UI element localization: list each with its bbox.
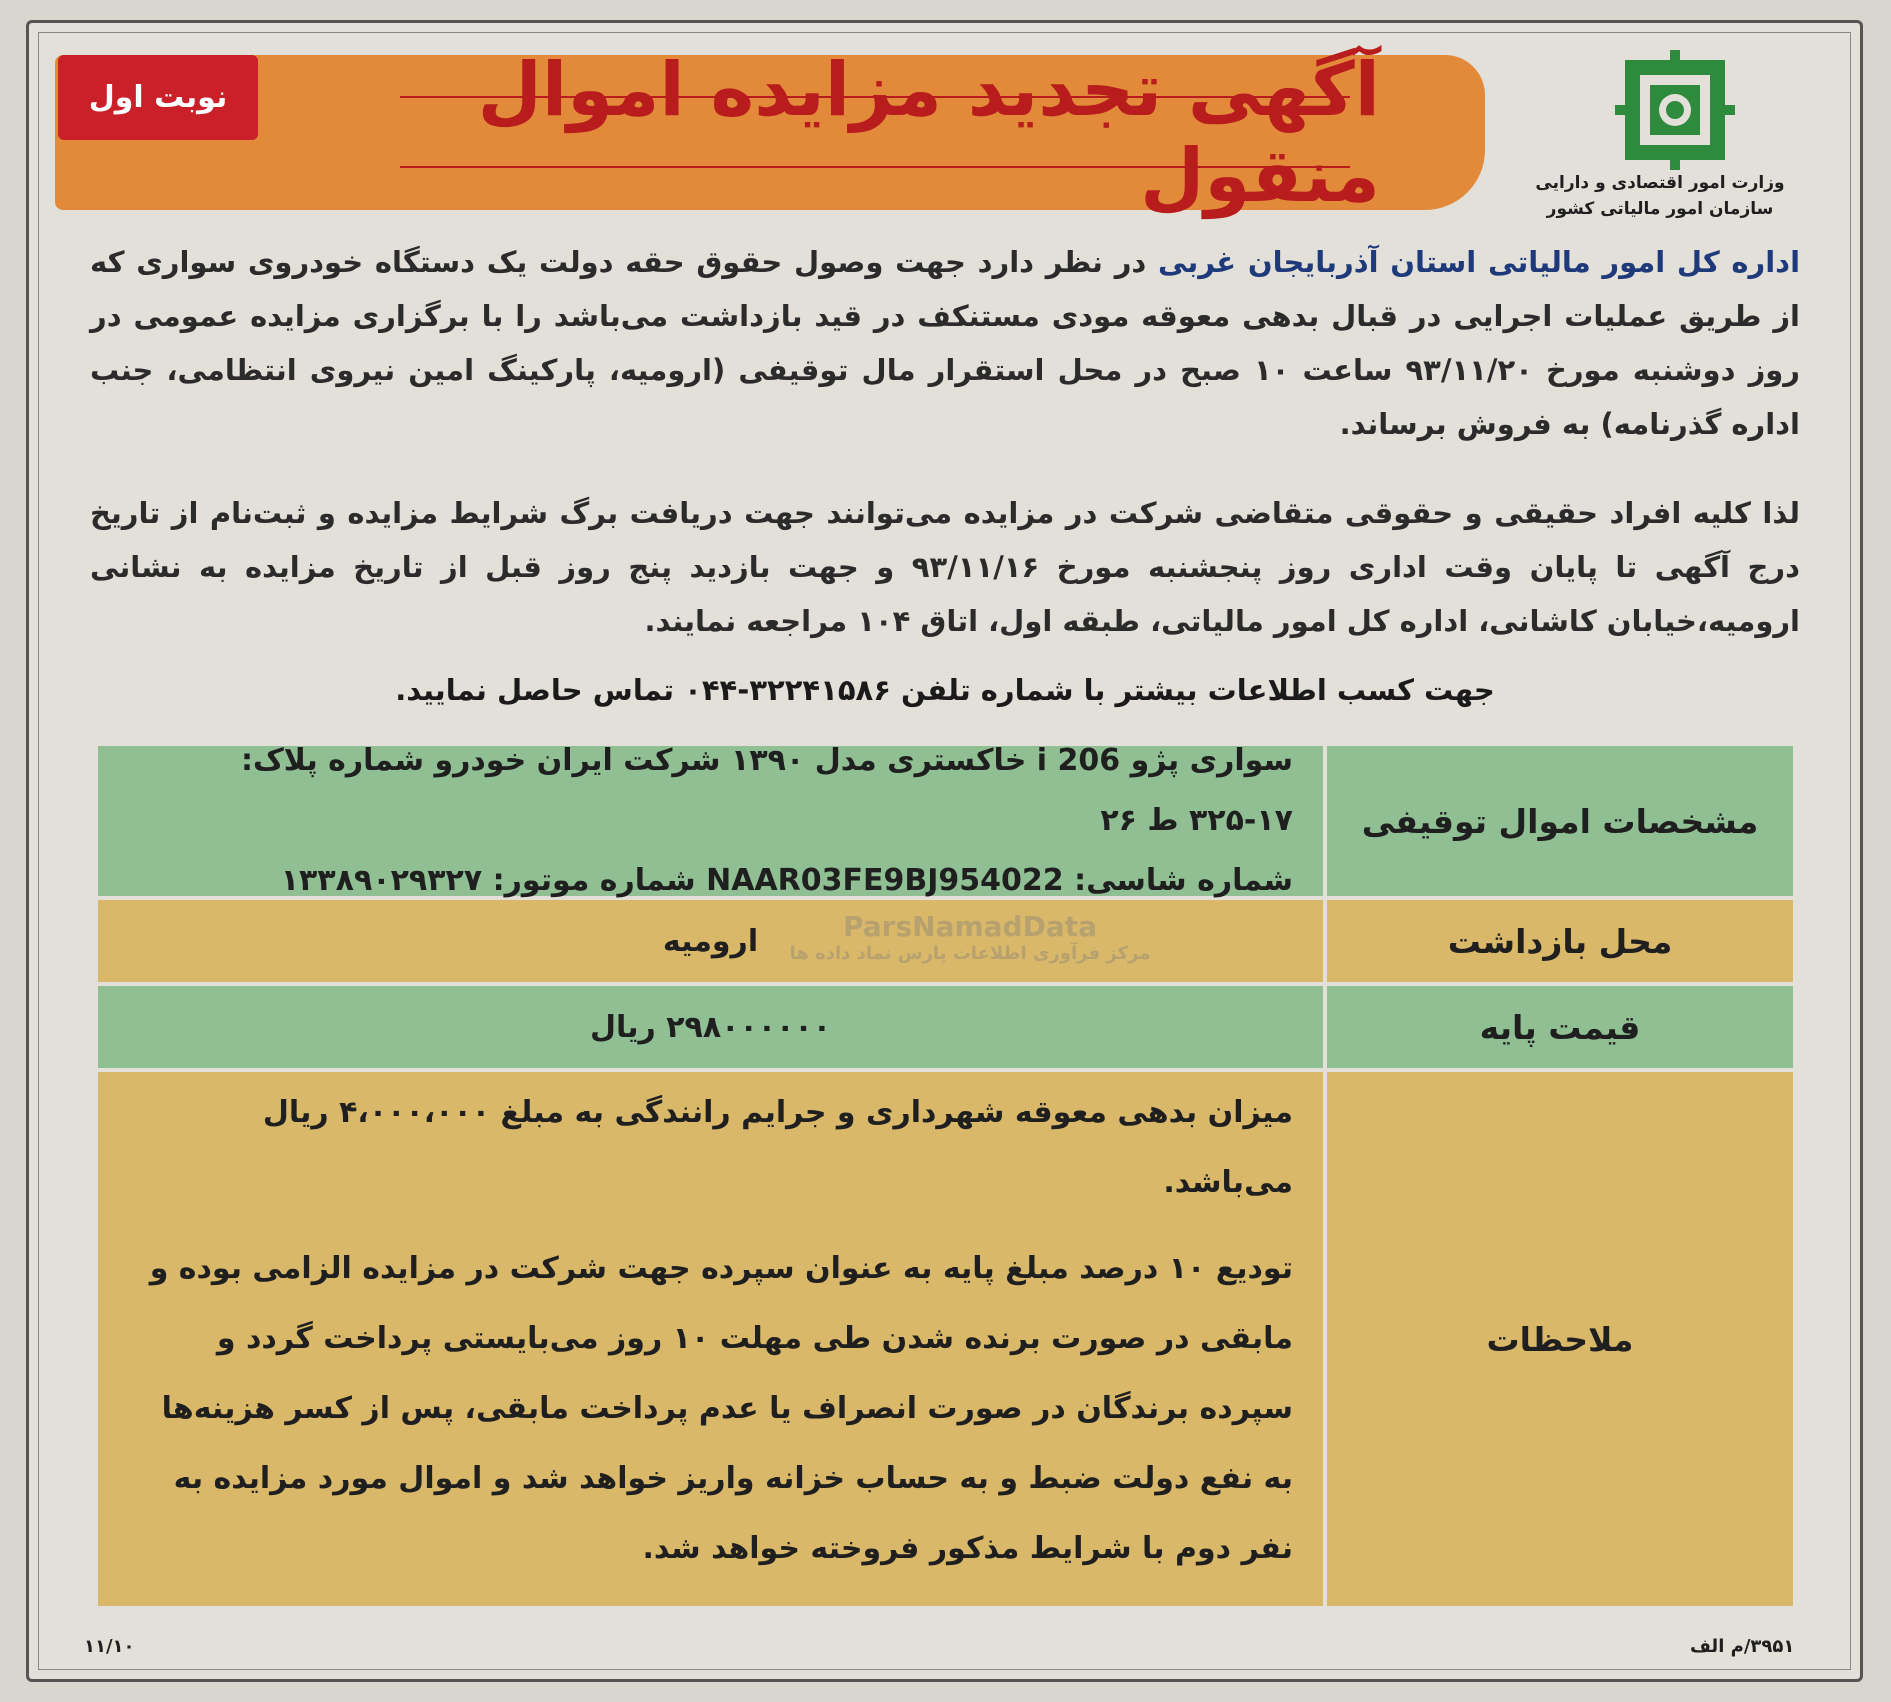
vehicle-identifiers: شماره شاسی: NAAR03FE9BJ954022 شماره موتور: ۱۳۳۸۹۰۲۹۳۲۷	[280, 863, 1293, 898]
table-row	[98, 986, 1793, 1068]
intro-text: در نظر دارد جهت وصول حقوق حقه دولت یک دستگاه خودروی سواری که از طریق عملیات اجرایی در قبال بدهی معوقه مودی مستنکف در قید بازداشت می‌باشد را با برگزاری مزایده عمومی در روز دوشنبه مورخ ۹۳/۱۱/۲۰ ساعت ۱۰ صبح در محل استقرار مال توقیفی (ارومیه، پارکینگ امین نیروی انتظامی، جنب اداره گذرنامه) به فروش برساند.	[90, 245, 1800, 441]
base-price-value: ۲۹۸۰۰۰۰۰۰ ریال	[589, 1009, 832, 1045]
office-name: اداره کل امور مالیاتی استان آذربایجان غربی	[1158, 245, 1801, 279]
row-label-location: محل بازداشت	[1323, 900, 1793, 982]
table-row	[98, 1072, 1793, 1606]
note-debt: میزان بدهی معوقه شهرداری و جرایم رانندگی به مبلغ ۴،۰۰۰،۰۰۰ ریال می‌باشد.	[262, 1095, 1293, 1200]
row-label-notes: ملاحظات	[1323, 1072, 1793, 1606]
footer-date: ۱۱/۱۰	[84, 1636, 135, 1657]
vehicle-description: سواری پژو 206 i خاکستری مدل ۱۳۹۰ شرکت ایران خودرو شماره پلاک: ۱۷-۳۲۵ ط ۲۶	[240, 743, 1293, 838]
turn-badge: نوبت اول	[58, 55, 258, 140]
row-value-base-price	[98, 986, 1323, 1068]
tax-organization-logo-icon	[1615, 50, 1735, 170]
watermark-tagline: مرکز فرآوری اطلاعات پارس نماد داده ها	[789, 943, 1151, 964]
ministry-line-2: سازمان امور مالیاتی کشور	[1546, 199, 1774, 219]
page-title: آگهی تجدید مزایده اموال منقول	[477, 47, 1380, 219]
ministry-caption	[1520, 170, 1800, 222]
contact-line: جهت کسب اطلاعات بیشتر با شماره تلفن ۳۲۲۴۱۵۸۶-۰۴۴ تماس حاصل نمایید.	[395, 673, 1495, 707]
watermark-brand: ParsNamadData	[843, 910, 1097, 943]
location-value: ارومیه	[662, 923, 759, 959]
intro-paragraph	[90, 235, 1800, 451]
ministry-line-1: وزارت امور اقتصادی و دارایی	[1535, 173, 1785, 193]
registration-paragraph: لذا کلیه افراد حقیقی و حقوقی متقاضی شرکت در مزایده می‌توانند جهت دریافت برگ شرایط مزایده و ثبت‌نام از تاریخ درج آگهی تا پایان وقت اداری روز پنجشنبه مورخ ۹۳/۱۱/۱۶ و جهت بازدید پنج روز قبل از تاریخ مزایده به نشانی ارومیه،خیابان کاشانی، اداره کل امور مالیاتی، طبقه اول، اتاق ۱۰۴ مراجعه نمایند.	[90, 496, 1800, 638]
note-deposit: تودیع ۱۰ درصد مبلغ پایه به عنوان سپرده جهت شرکت در مزایده الزامی بوده و مابقی در صورت برنده شدن طی مهلت ۱۰ روز می‌بایستی پرداخت گردد و سپرده برندگان در صورت انصراف یا عدم پرداخت مابقی، پس از کسر هزینه‌ها به نفع دولت ضبط و به حساب خزانه واریز خواهد شد و اموال مورد مزایده به نفر دوم با شرایط مذکور فروخته خواهد شد.	[149, 1251, 1293, 1566]
footer-reference: ۳۹۵۱/م الف	[1690, 1636, 1795, 1657]
row-label-specs: مشخصات اموال توقیفی	[1323, 746, 1793, 896]
row-value-notes	[98, 1072, 1323, 1606]
row-label-base-price: قیمت پایه	[1323, 986, 1793, 1068]
watermark	[760, 720, 1180, 964]
